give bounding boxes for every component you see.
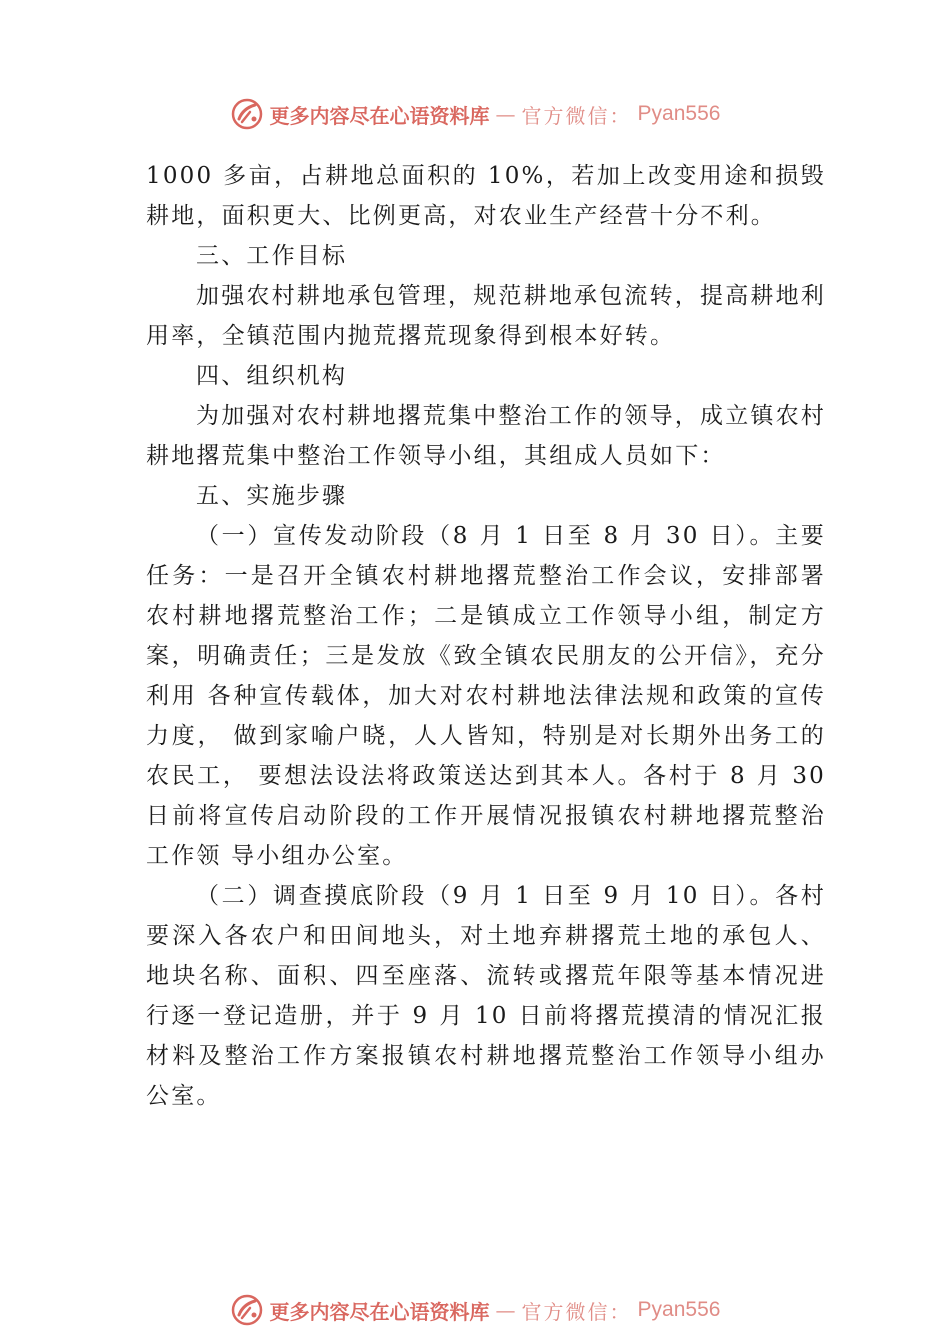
footer-separator: — [495, 1298, 516, 1322]
header-watermark-banner [0, 94, 950, 134]
footer-wechat-label: 官方微信： [521, 1299, 632, 1324]
paragraph-step-publicity: （一）宣传发动阶段（8 月 1 日至 8 月 30 日）。主要任务：一是召开全镇农村耕地撂荒整治工作会议，安排部署农村耕地撂荒整治工作；二是镇成立工作领导小组，制定方案，明确责任；三是发放《致全镇农民朋友的公开信》，充分利用 各种宣传载体，加大对农村耕地法律法规和政策的宣传力度， 做到家喻户晓，人人皆知，特别是对长期外出务工的农民工， 要想法设法将政策送达到其本人。各村于 8 月 30 日前将宣传启动阶段的工作开展情况报镇农村耕地撂荒整治工作领 导小组办公室。 [146, 523, 826, 869]
header-wechat-label: 官方微信： [521, 103, 632, 128]
section-heading-goals: 三、工作目标 [196, 243, 348, 269]
document-body [146, 156, 826, 1116]
header-wechat-id: Pyan556 [637, 102, 721, 125]
header-separator: — [495, 102, 516, 126]
paragraph-organization: 为加强对农村耕地撂荒集中整治工作的领导，成立镇农村耕地撂荒集中整治工作领导小组，其组成人员如下： [146, 403, 826, 469]
paragraph-goals: 加强农村耕地承包管理，规范耕地承包流转，提高耕地利用率，全镇范围内抛荒撂荒现象得到根本好转。 [146, 283, 826, 349]
footer-brand-text: 更多内容尽在心语资料库 [269, 1299, 490, 1324]
section-heading-steps: 五、实施步骤 [196, 483, 348, 509]
footer-wechat-id: Pyan556 [637, 1298, 721, 1321]
header-brand-text: 更多内容尽在心语资料库 [269, 103, 490, 128]
section-heading-organization: 四、组织机构 [196, 363, 348, 389]
brand-logo-icon [230, 97, 264, 131]
brand-logo-icon [230, 1293, 264, 1327]
paragraph-continuation: 1000 多亩，占耕地总面积的 10%，若加上改变用途和损毁耕地，面积更大、比例更高，对农业生产经营十分不利。 [146, 163, 826, 229]
paragraph-step-survey: （二）调查摸底阶段（9 月 1 日至 9 月 10 日）。各村要深入各农户和田间地头，对土地弃耕撂荒土地的承包人、地块名称、面积、四至座落、流转或撂荒年限等基本情况进行逐一登记造册，并于 9 月 10 日前将撂荒摸清的情况汇报材料及整治工作方案报镇农村耕地撂荒整治工作领导小组办公室。 [146, 883, 826, 1109]
footer-watermark-banner [0, 1290, 950, 1330]
